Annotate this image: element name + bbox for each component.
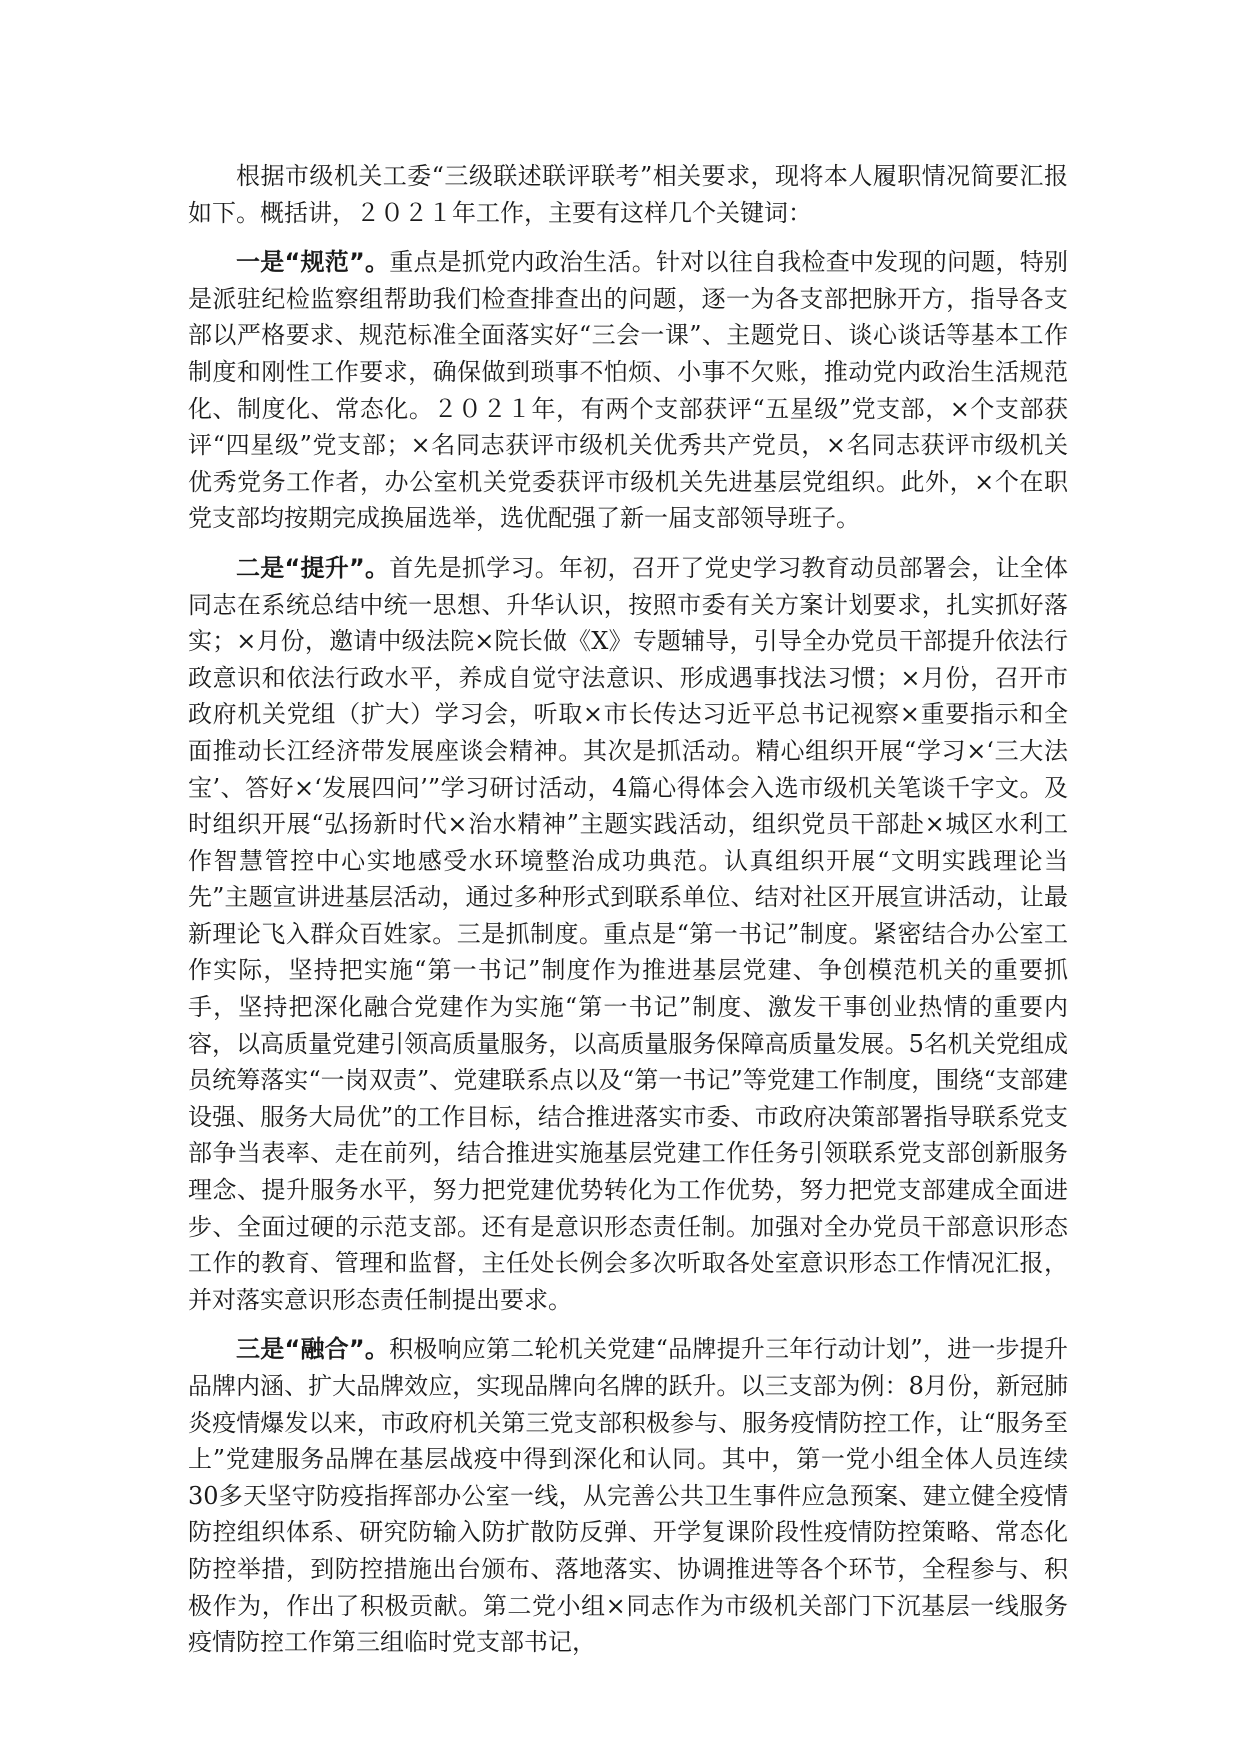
paragraph-ronghe xyxy=(188,1331,1068,1660)
paragraph-tisheng xyxy=(188,550,1068,1318)
paragraph-intro xyxy=(188,158,1068,231)
paragraph-intro-text: 根据市级机关工委“三级联述联评联考”相关要求，现将本人履职情况简要汇报如下。概括讲，２０２１年工作，主要有这样几个关键词： xyxy=(188,162,1068,227)
paragraph-tisheng-heading: 二是“提升”。 xyxy=(236,553,390,582)
document-page xyxy=(188,158,1068,1674)
paragraph-guifan-heading: 一是“规范”。 xyxy=(236,248,390,277)
paragraph-tisheng-text: 首先是抓学习。年初，召开了党史学习教育动员部署会，让全体同志在系统总结中统一思想、升华认识，按照市委有关方案计划要求，扎实抓好落实；×月份，邀请中级法院×院长做《X》专题辅导，引导全办党员干部提升依法行政意识和依法行政水平，养成自觉守法意识、形成遇事找法习惯；×月份，召开市政府机关党组（扩大）学习会，听取×市长传达习近平总书记视察×重要指示和全面推动长江经济带发展座谈会精神。其次是抓活动。精心组织开展“学习×‘三大法宝’、答好×‘发展四问’”学习研讨活动，4篇心得体会入选市级机关笔谈千字文。及时组织开展“弘扬新时代×治水精神”主题实践活动，组织党员干部赴×城区水利工作智慧管控中心实地感受水环境整治成功典范。认真组织开展“文明实践理论当先”主题宣讲进基层活动，通过多种形式到联系单位、结对社区开展宣讲活动，让最新理论飞入群众百姓家。三是抓制度。重点是“第一书记”制度。紧密结合办公室工作实际，坚持把实施“第一书记”制度作为推进基层党建、争创模范机关的重要抓手，坚持把深化融合党建作为实施“第一书记”制度、激发干事创业热情的重要内容，以高质量党建引领高质量服务，以高质量服务保障高质量发展。5名机关党组成员统筹落实“一岗双责”、党建联系点以及“第一书记”等党建工作制度，围绕“支部建设强、服务大局优”的工作目标，结合推进落实市委、市政府决策部署指导联系党支部争当表率、走在前列，结合推进实施基层党建工作任务引领联系党支部创新服务理念、提升服务水平，努力把党建优势转化为工作优势，努力把党支部建成全面进步、全面过硬的示范支部。还有是意识形态责任制。加强对全办党员干部意识形态工作的教育、管理和监督，主任处长例会多次听取各处室意识形态工作情况汇报，并对落实意识形态责任制提出要求。 xyxy=(188,553,1069,1314)
paragraph-ronghe-heading: 三是“融合”。 xyxy=(236,1335,390,1364)
paragraph-guifan xyxy=(188,244,1068,537)
paragraph-ronghe-text: 积极响应第二轮机关党建“品牌提升三年行动计划”，进一步提升品牌内涵、扩大品牌效应，实现品牌向名牌的跃升。以三支部为例：8月份，新冠肺炎疫情爆发以来，市政府机关第三党支部积极参与、服务疫情防控工作，让“服务至上”党建服务品牌在基层战疫中得到深化和认同。其中，第一党小组全体人员连续30多天坚守防疫指挥部办公室一线，从完善公共卫生事件应急预案、建立健全疫情防控组织体系、研究防输入防扩散防反弹、开学复课阶段性疫情防控策略、常态化防控举措，到防控措施出台颁布、落地落实、协调推进等各个环节，全程参与、积极作为，作出了积极贡献。第二党小组×同志作为市级机关部门下沉基层一线服务疫情防控工作第三组临时党支部书记， xyxy=(188,1335,1069,1657)
paragraph-guifan-text: 重点是抓党内政治生活。针对以往自我检查中发现的问题，特别是派驻纪检监察组帮助我们检查排查出的问题，逐一为各支部把脉开方，指导各支部以严格要求、规范标准全面落实好“三会一课”、主题党日、谈心谈话等基本工作制度和刚性工作要求，确保做到琐事不怕烦、小事不欠账，推动党内政治生活规范化、制度化、常态化。２０２１年，有两个支部获评“五星级”党支部，×个支部获评“四星级”党支部；×名同志获评市级机关优秀共产党员，×名同志获评市级机关优秀党务工作者，办公室机关党委获评市级机关先进基层党组织。此外，×个在职党支部均按期完成换届选举，选优配强了新一届支部领导班子。 xyxy=(188,248,1069,533)
